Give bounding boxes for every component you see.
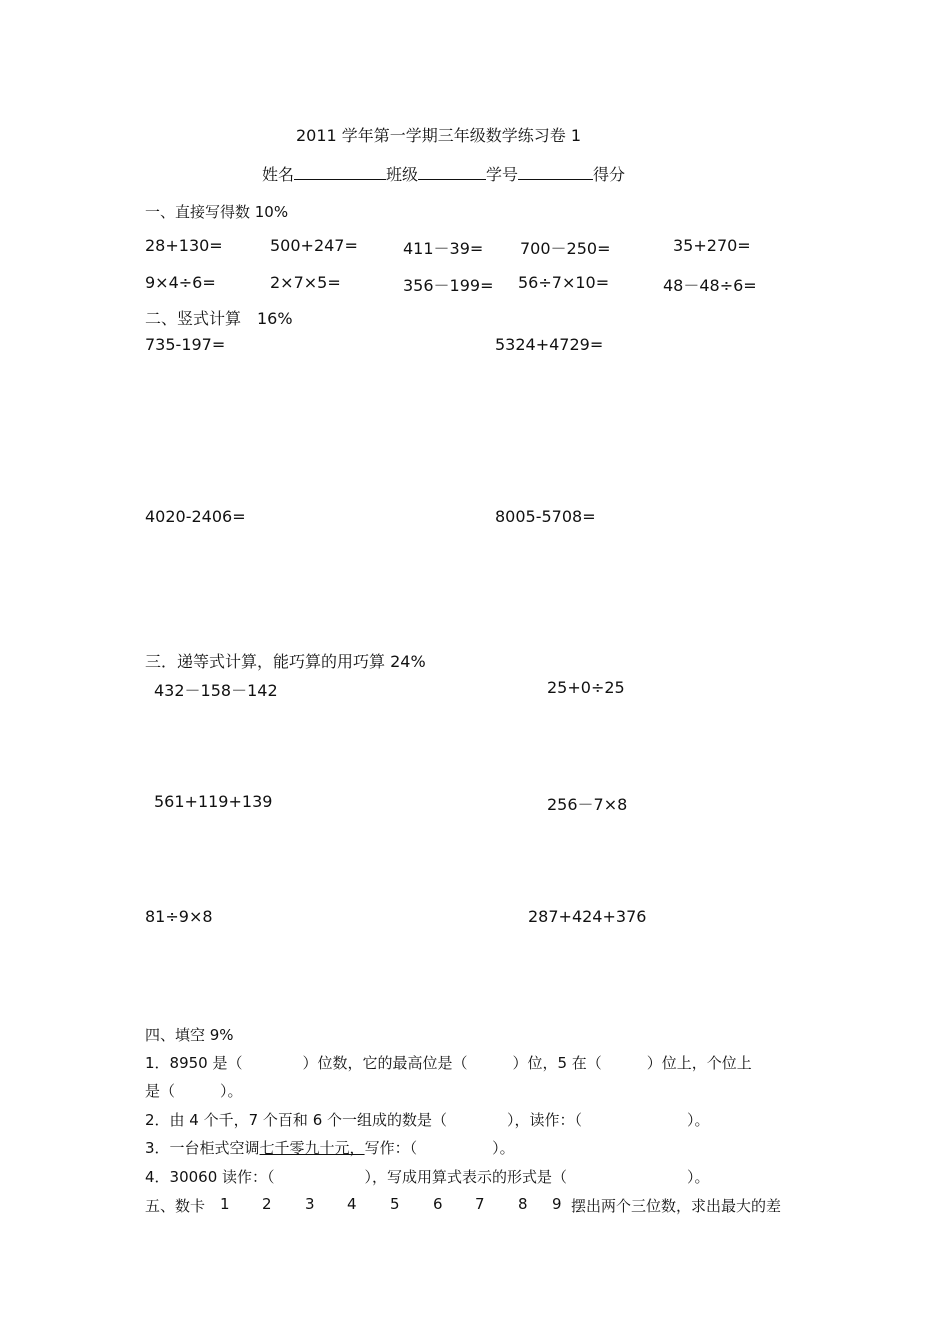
s1-item: 2×7×5= [270, 273, 341, 292]
s1-item: 48－48÷6= [663, 276, 757, 295]
number-card: 5 [390, 1195, 400, 1213]
s1-item: 700－250= [520, 239, 611, 258]
number-label: 学号 [486, 165, 519, 184]
number-card: 6 [433, 1195, 443, 1213]
q3 [145, 1137, 515, 1158]
name-blank[interactable] [294, 165, 386, 180]
s2-problem: 8005-5708= [495, 507, 596, 526]
s3-problem: 81÷9×8 [145, 907, 213, 926]
s1-item: 356－199= [403, 276, 494, 295]
number-card: 9 [552, 1195, 562, 1213]
s2-problem: 735-197= [145, 335, 226, 354]
section5-prefix: 五、数卡 [145, 1197, 206, 1215]
q3-underlined: 七千零九十元， [259, 1139, 365, 1157]
s2-problem: 5324+4729= [495, 335, 604, 354]
s3-problem: 25+0÷25 [547, 678, 625, 697]
s3-problem: 432－158－142 [154, 681, 278, 700]
s3-problem: 561+119+139 [154, 792, 273, 811]
section3-heading: 三．递等式计算，能巧算的用巧算 24% [145, 652, 426, 671]
number-card: 2 [262, 1195, 272, 1213]
q1-line2: 是（ ）。 [145, 1082, 243, 1100]
s1-item: 9×4÷6= [145, 273, 216, 292]
number-blank[interactable] [518, 165, 593, 180]
s1-item: 411－39= [403, 239, 484, 258]
q4: 4．30060 读作：（ ），写成用算式表示的形式是（ ）。 [145, 1168, 710, 1186]
s2-problem: 4020-2406= [145, 507, 246, 526]
s1-item: 500+247= [270, 236, 358, 255]
number-card: 1 [220, 1195, 230, 1213]
section4-heading: 四、填空 9% [145, 1026, 234, 1044]
class-label: 班级 [386, 165, 419, 184]
section1-heading: 一、直接写得数 10% [145, 203, 289, 221]
number-card: 7 [475, 1195, 485, 1213]
name-label: 姓名 [262, 165, 295, 184]
number-card: 8 [518, 1195, 528, 1213]
number-card: 3 [305, 1195, 315, 1213]
q3-suffix: 写作：（ ）。 [364, 1139, 515, 1157]
s3-problem: 287+424+376 [528, 907, 647, 926]
header-fields [262, 162, 625, 185]
section5-suffix: 摆出两个三位数，求出最大的差 [571, 1197, 782, 1215]
s1-item: 35+270= [673, 236, 751, 255]
number-card: 4 [347, 1195, 357, 1213]
s1-item: 28+130= [145, 236, 223, 255]
s1-item: 56÷7×10= [518, 273, 610, 292]
q3-prefix: 3．一台柜式空调 [145, 1139, 260, 1157]
score-label: 得分 [593, 165, 626, 184]
class-blank[interactable] [418, 165, 486, 180]
section2-heading: 二、竖式计算 16% [145, 309, 293, 328]
q1-line1: 1．8950 是（ ）位数，它的最高位是（ ）位，5 在（ ）位上，个位上 [145, 1054, 752, 1072]
q2: 2．由 4 个千，7 个百和 6 个一组成的数是（ ），读作：（ ）。 [145, 1111, 710, 1129]
s3-problem: 256－7×8 [547, 795, 628, 814]
page-title: 2011 学年第一学期三年级数学练习卷 1 [296, 126, 582, 145]
